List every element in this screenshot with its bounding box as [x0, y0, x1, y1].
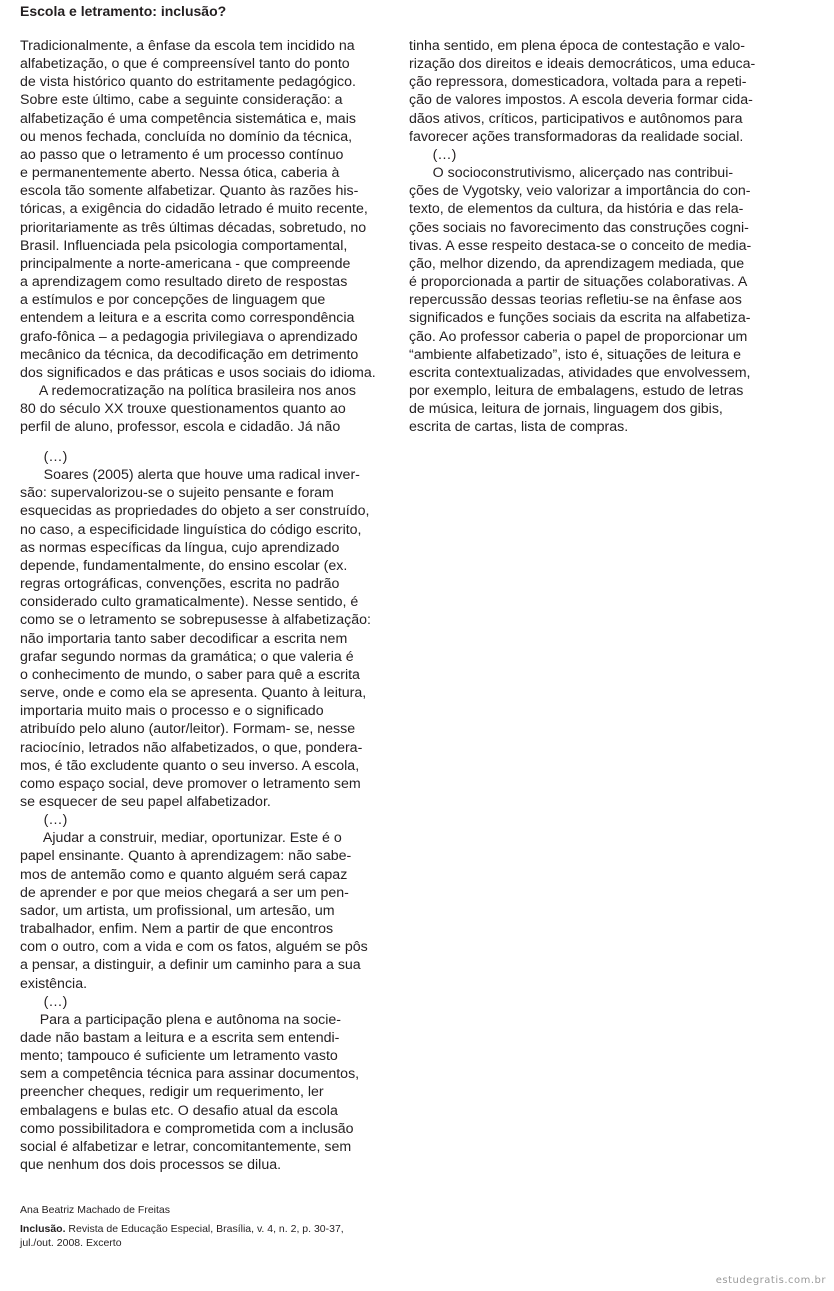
text-line: dade não bastam a leitura e a escrita sem entendi- — [20, 1030, 340, 1046]
text-line: Tradicionalmente, a ênfase da escola tem incidido na — [20, 38, 355, 54]
text-line: embalagens e bulas etc. O desafio atual da escola — [20, 1102, 338, 1119]
text-line: dos significados e das práticas e usos sociais do idioma. — [20, 364, 376, 381]
text-line: de aprender e por que meios chegará a ser um pen- — [20, 884, 349, 901]
text-line: ções sociais no favorecimento das construções cogni- — [409, 219, 749, 236]
right-column — [409, 37, 755, 436]
text-line: perfil de aluno, professor, escola e cidadão. Já não — [20, 419, 341, 436]
text-line: escrita de cartas, lista de compras. — [409, 419, 629, 436]
text-line: alfabetização é uma competência sistemática e, mais — [20, 110, 356, 127]
text-line: ou menos fechada, concluída no domínio da técnica, — [20, 128, 353, 145]
text-line: favorecer ações transformadoras da realidade social. — [409, 128, 744, 145]
text-line: (…) — [409, 146, 457, 163]
text-line: grafar segundo normas da gramática; o que valeria é — [20, 648, 354, 665]
text-line: ções de Vygotsky, veio valorizar a importância do con- — [409, 183, 751, 200]
source-date: jul./out. 2008. Excerto — [20, 1237, 122, 1249]
text-line: papel ensinante. Quanto à aprendizagem: não sabe- — [20, 848, 352, 865]
text-line: que nenhum dos dois processos se dilua. — [20, 1157, 282, 1174]
text-line: O socioconstrutivismo, alicerçado nas contribui- — [409, 165, 734, 182]
left-column-top — [20, 37, 376, 436]
text-line: a aprendizagem como resultado direto de respostas — [20, 274, 348, 291]
text-line: raciocínio, letrados não alfabetizados, o que, pondera- — [20, 739, 363, 756]
text-line: “ambiente alfabetizado”, isto é, situações de leitura e — [409, 346, 742, 363]
text-line: ção repressora, domesticadora, voltada para a repeti- — [409, 74, 747, 91]
text-line: depende, fundamentalmente, do ensino escolar (ex. — [20, 557, 348, 574]
text-line: prioritariamente as três últimas décadas, sobretudo, no — [20, 219, 367, 236]
text-line: texto, de elementos da cultura, da história e das rela- — [409, 201, 744, 218]
text-line: de vista histórico quanto do estritamente pedagógico. — [20, 74, 356, 91]
text-line: ção. Ao professor caberia o papel de proporcionar um — [409, 328, 748, 345]
text-line: no caso, a especificidade linguística do código escrito, — [20, 521, 362, 538]
text-line: Soares (2005) alerta que houve uma radical inver- — [20, 467, 360, 484]
author-name: Ana Beatriz Machado de Freitas — [20, 1204, 170, 1216]
text-line: Sobre este último, cabe a seguinte consideração: a — [20, 92, 343, 109]
text-line: mos, é tão excludente quanto o seu inverso. A escola, — [20, 757, 360, 774]
text-line: dãos ativos, críticos, participativos e autônomos para — [409, 110, 743, 127]
text-line: por exemplo, leitura de embalagens, estudo de letras — [409, 382, 744, 399]
text-line: 80 do século XX trouxe questionamentos quanto ao — [20, 401, 346, 418]
text-line: sador, um artista, um profissional, um artesão, um — [20, 902, 335, 919]
text-line: de música, leitura de jornais, linguagem dos gibis, — [409, 401, 723, 418]
text-line: como espaço social, deve promover o letramento sem — [20, 775, 361, 792]
text-line: é proporcionada a partir de situações colaborativas. A — [409, 274, 748, 291]
text-line: considerado culto gramaticalmente). Nesse sentido, é — [20, 594, 359, 611]
text-line: esquecidas as propriedades do objeto a ser construído, — [20, 503, 370, 520]
text-line: sem a competência técnica para assinar documentos, — [20, 1066, 360, 1083]
text-line: existência. — [20, 975, 88, 992]
source-citation — [20, 1222, 380, 1250]
source-title: Inclusão. Revista de Educação Especial, Brasília, v. 4, n. 2, p. 30-37, — [20, 1223, 344, 1235]
text-line: social é alfabetizar e letrar, concomitantemente, sem — [20, 1138, 352, 1155]
text-line: com o outro, com a vida e com os fatos, alguém se pôs — [20, 939, 368, 956]
text-line: Para a participação plena e autônoma na socie- — [20, 1011, 341, 1028]
text-line: (…) — [20, 812, 68, 829]
text-line: entendem a leitura e a escrita como correspondência — [20, 310, 355, 327]
text-line: regras ortográficas, convenções, escrita no padrão — [20, 576, 340, 593]
text-line: rização dos direitos e ideais democráticos, uma educa- — [409, 56, 756, 73]
text-line: (…) — [20, 993, 68, 1010]
text-line: tóricas, a exigência do cidadão letrado é muito recente, — [20, 201, 368, 218]
text-line: importaria muito mais o processo e o significado — [20, 703, 324, 720]
text-line: grafo-fônica – a pedagogia privilegiava o aprendizado — [20, 328, 358, 345]
text-line: e permanentemente aberto. Nessa ótica, caberia à — [20, 165, 340, 182]
text-line: significados e funções sociais da escrita na alfabetiza- — [409, 310, 751, 327]
text-line: mento; tampouco é suficiente um letramento vasto — [20, 1048, 338, 1065]
text-line: como se o letramento se sobrepusesse à alfabetização: — [20, 612, 371, 629]
text-line: Brasil. Influenciada pela psicologia comportamental, — [20, 237, 348, 254]
text-line: se esquecer de seu papel alfabetizador. — [20, 793, 271, 810]
text-line: A redemocratização na política brasileira nos anos — [20, 382, 356, 399]
text-line: atribuído pelo aluno (autor/leitor). Formam- se, nesse — [20, 721, 356, 738]
text-line: escola tão somente alfabetizar. Quanto às razões his- — [20, 183, 359, 200]
text-line: como possibilitadora e comprometida com a inclusão — [20, 1120, 354, 1137]
text-line: serve, onde e como ela se apresenta. Quanto à leitura, — [20, 685, 367, 702]
text-line: escrita contextualizadas, atividades que envolvessem, — [409, 364, 751, 381]
text-line: tinha sentido, em plena época de contestação e valo- — [409, 38, 745, 54]
text-line: (…) — [20, 449, 68, 465]
text-line: Ajudar a construir, mediar, oportunizar. Este é o — [20, 830, 342, 847]
text-line: mos de antemão como e quanto alguém será capaz — [20, 866, 348, 883]
text-line: repercussão dessas teorias refletiu-se na ênfase aos — [409, 292, 742, 309]
text-line: preencher cheques, redigir um requerimento, ler — [20, 1084, 324, 1101]
site-watermark: estudegratis.com.br — [715, 1275, 826, 1286]
text-line: não importaria tanto saber decodificar a escrita nem — [20, 630, 348, 647]
text-line: alfabetização, o que é compreensível tanto do ponto — [20, 56, 350, 73]
text-line: as normas específicas da língua, cujo aprendizado — [20, 539, 340, 556]
text-line: mecânico da técnica, da decodificação em detrimento — [20, 346, 359, 363]
text-line: principalmente a norte-americana - que compreende — [20, 255, 351, 272]
text-line: ção de valores impostos. A escola deveria formar cida- — [409, 92, 753, 109]
text-line: o conhecimento de mundo, o saber para quê a escrita — [20, 666, 360, 683]
text-line: a pensar, a distinguir, a definir um caminho para a sua — [20, 957, 361, 974]
article-title: Escola e letramento: inclusão? — [20, 3, 227, 19]
text-line: ção, melhor dizendo, da aprendizagem mediada, que — [409, 255, 745, 272]
text-line: são: supervalorizou-se o sujeito pensante e foram — [20, 485, 334, 502]
text-line: trabalhador, enfim. Nem a partir de que encontros — [20, 921, 334, 938]
left-column-bottom — [20, 448, 371, 1174]
text-line: a estímulos e por concepções de linguagem que — [20, 292, 326, 309]
text-line: ao passo que o letramento é um processo contínuo — [20, 146, 344, 163]
text-line: tivas. A esse respeito destaca-se o conceito de media- — [409, 237, 752, 254]
